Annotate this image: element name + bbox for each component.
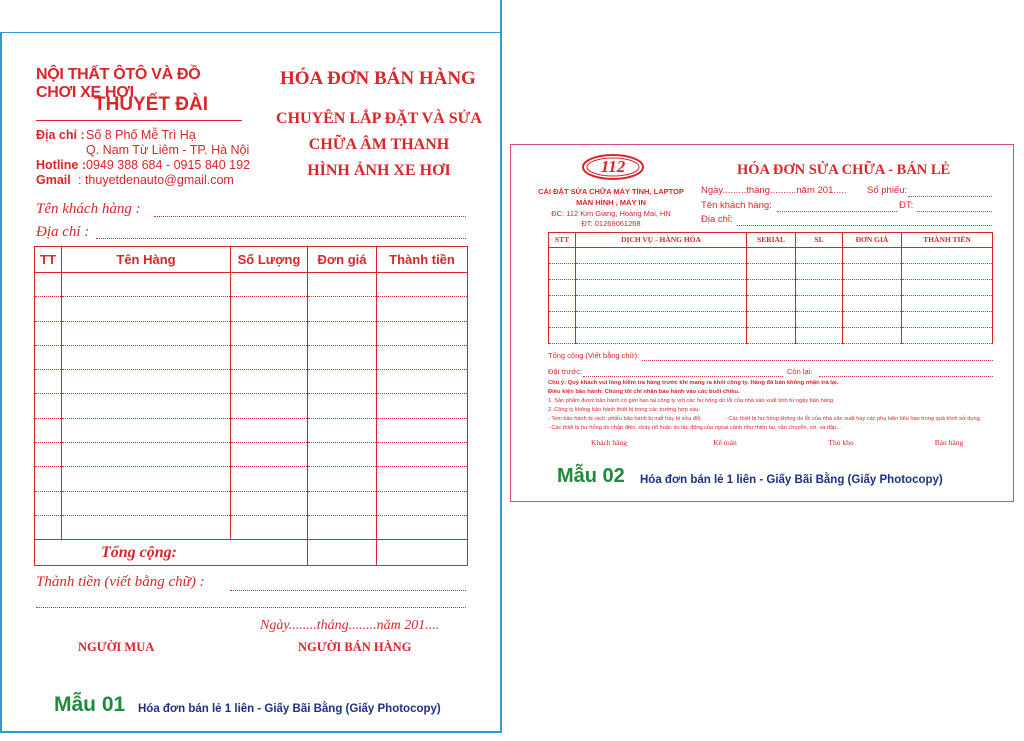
table-cell[interactable]	[796, 295, 843, 311]
col-header-service: DỊCH VỤ - HÀNG HÓA	[576, 233, 747, 248]
table-cell[interactable]	[231, 515, 308, 539]
prepaid-field[interactable]	[583, 375, 783, 377]
gmail-label: Gmail	[36, 173, 71, 187]
table-cell[interactable]	[902, 247, 993, 263]
table-cell[interactable]	[576, 279, 747, 295]
table-cell[interactable]	[62, 418, 231, 442]
seller-label: NGƯỜI BÁN HÀNG	[298, 640, 412, 654]
customer-name-label: Tên khách hàng:	[701, 200, 772, 211]
table-cell[interactable]	[576, 263, 747, 279]
table-cell[interactable]	[35, 515, 62, 539]
table-cell[interactable]	[576, 327, 747, 343]
table-row	[549, 295, 993, 311]
total-words-field[interactable]	[642, 359, 993, 361]
prepaid-label: Đặt trước:	[548, 367, 583, 376]
address-label: Địa chỉ :	[36, 128, 85, 142]
invoice-form-01	[0, 0, 502, 733]
table-cell[interactable]	[62, 491, 231, 515]
table-cell[interactable]	[747, 295, 796, 311]
table-cell[interactable]	[308, 394, 377, 418]
table-row	[35, 491, 468, 515]
table-cell[interactable]	[576, 311, 747, 327]
table-row	[35, 297, 468, 321]
col-header-item: Tên Hàng	[62, 247, 231, 273]
table-cell[interactable]	[308, 418, 377, 442]
table-row	[35, 273, 468, 297]
table-cell[interactable]	[377, 321, 468, 345]
table-row	[549, 279, 993, 295]
company-name-line1: NỘI THẤT ÔTÔ VÀ ĐỒ CHƠI XE HƠI	[36, 66, 201, 101]
items-table-body	[35, 273, 468, 540]
table-cell[interactable]	[231, 273, 308, 297]
table-cell[interactable]	[747, 263, 796, 279]
form-title: HÓA ĐƠN SỬA CHỮA - BÁN LẺ	[737, 162, 951, 178]
header-divider	[36, 120, 242, 121]
table-cell[interactable]	[35, 394, 62, 418]
table-row	[35, 321, 468, 345]
note-line2: Điều kiện bảo hành: Chúng tôi chỉ nhận bảo hành vào các buổi chiều.	[548, 389, 740, 395]
table-cell[interactable]	[308, 515, 377, 539]
table-cell[interactable]	[377, 515, 468, 539]
table-cell[interactable]	[796, 279, 843, 295]
table-cell[interactable]	[308, 273, 377, 297]
company-name-line2: MÀN HÌNH , MÁY IN	[576, 198, 646, 207]
invoice-no-label: Số phiếu:	[867, 185, 908, 196]
form-subtitle-line1: CHUYÊN LẮP ĐẶT VÀ SỬA	[276, 110, 482, 127]
table-cell[interactable]	[902, 327, 993, 343]
table-cell[interactable]	[377, 467, 468, 491]
note-line5b: - Các thiết bị hư hỏng không do lỗi của nhà sản xuất hay các phụ kiện tiêu hao trong quá trình sử dụng.	[725, 416, 982, 422]
table-cell[interactable]	[231, 443, 308, 467]
table-cell[interactable]	[35, 297, 62, 321]
table-cell[interactable]	[549, 311, 576, 327]
table-cell[interactable]	[62, 297, 231, 321]
table-cell[interactable]	[796, 311, 843, 327]
signature-warehouse: Thủ kho	[828, 438, 854, 447]
table-cell[interactable]	[796, 327, 843, 343]
table-cell[interactable]	[231, 345, 308, 369]
table-cell[interactable]	[549, 263, 576, 279]
table-cell[interactable]	[231, 467, 308, 491]
table-cell[interactable]	[377, 273, 468, 297]
table-cell[interactable]	[843, 295, 902, 311]
total-words-label: Tổng cộng (Viết bằng chữ):	[548, 351, 640, 360]
note-line5a: - Tem bảo hành bị rách, phiếu bảo hành bị mất hay bị sửa đổi;	[548, 416, 702, 422]
table-cell[interactable]	[35, 321, 62, 345]
table-cell[interactable]	[308, 443, 377, 467]
table-cell[interactable]	[843, 311, 902, 327]
table-row	[549, 263, 993, 279]
buyer-label: NGƯỜI MUA	[78, 640, 155, 654]
total-blank-cell	[308, 540, 377, 566]
signature-accountant: Kế toán	[713, 438, 737, 447]
table-row	[35, 345, 468, 369]
table-cell[interactable]	[62, 515, 231, 539]
table-row	[35, 370, 468, 394]
table-cell[interactable]	[902, 279, 993, 295]
table-row	[35, 515, 468, 539]
table-row	[35, 418, 468, 442]
services-table-body	[549, 247, 993, 343]
form-title: HÓA ĐƠN BÁN HÀNG	[280, 68, 476, 89]
company-phone: ĐT: 01269061268	[581, 219, 641, 228]
table-cell[interactable]	[62, 467, 231, 491]
table-cell[interactable]	[843, 327, 902, 343]
hotline-label: Hotline :	[36, 158, 86, 172]
table-cell[interactable]	[308, 491, 377, 515]
table-cell[interactable]	[308, 370, 377, 394]
table-cell[interactable]	[231, 370, 308, 394]
table-cell[interactable]	[35, 370, 62, 394]
col-header-amount: THÀNH TIỀN	[902, 233, 993, 248]
table-cell[interactable]	[62, 443, 231, 467]
table-cell[interactable]	[843, 247, 902, 263]
table-cell[interactable]	[35, 467, 62, 491]
table-cell[interactable]	[35, 273, 62, 297]
table-cell[interactable]	[377, 491, 468, 515]
table-cell[interactable]	[377, 418, 468, 442]
col-header-qty: SL	[796, 233, 843, 248]
table-cell[interactable]	[231, 394, 308, 418]
table-cell[interactable]	[231, 297, 308, 321]
table-cell[interactable]	[308, 297, 377, 321]
table-cell[interactable]	[35, 418, 62, 442]
table-cell[interactable]	[796, 263, 843, 279]
services-table-header	[549, 233, 993, 248]
table-row	[35, 467, 468, 491]
table-cell[interactable]	[549, 327, 576, 343]
table-cell[interactable]	[796, 247, 843, 263]
table-cell[interactable]	[231, 418, 308, 442]
table-cell[interactable]	[377, 297, 468, 321]
address-line2: Q. Nam Từ Liêm - TP. Hà Nội	[86, 143, 250, 157]
table-cell[interactable]	[308, 345, 377, 369]
hotline-value: 0949 388 684 - 0915 840 192	[86, 158, 251, 172]
table-cell[interactable]	[231, 321, 308, 345]
table-cell[interactable]	[902, 311, 993, 327]
table-cell[interactable]	[35, 345, 62, 369]
table-cell[interactable]	[308, 467, 377, 491]
customer-name-field[interactable]	[154, 215, 466, 217]
table-cell[interactable]	[902, 263, 993, 279]
col-header-price: ĐƠN GIÁ	[843, 233, 902, 248]
table-cell[interactable]	[843, 279, 902, 295]
phone-field[interactable]	[917, 210, 992, 212]
remaining-label: Còn lại:	[787, 367, 813, 376]
sample-number-01: Mẫu 01	[54, 693, 126, 716]
total-value-cell[interactable]	[377, 540, 468, 566]
note-line6: - Các thiết bị hư hỏng do chập điện, cháy nổ hoặc do tác động của ngoại cảnh như thiên tai, vận chuyển, rơi, va đập...	[548, 425, 841, 431]
invoice-form-02	[510, 144, 1014, 502]
total-label: Tổng cộng:	[101, 543, 177, 561]
page-top-divider	[2, 0, 500, 33]
signature-customer: Khách hàng	[590, 438, 628, 447]
customer-name-field[interactable]	[777, 210, 897, 212]
sample-number-02: Mẫu 02	[557, 465, 625, 487]
amount-words-field-2[interactable]	[36, 606, 466, 608]
col-header-tt: TT	[35, 247, 62, 273]
table-cell[interactable]	[35, 491, 62, 515]
phone-label: ĐT:	[899, 200, 914, 211]
services-table	[548, 232, 993, 344]
table-row	[549, 327, 993, 343]
table-cell[interactable]	[308, 321, 377, 345]
table-cell[interactable]	[747, 247, 796, 263]
table-cell[interactable]	[231, 491, 308, 515]
table-cell[interactable]	[35, 443, 62, 467]
customer-name-label: Tên khách hàng :	[36, 201, 141, 217]
sample-desc-02: Hóa đơn bán lẻ 1 liên - Giấy Bãi Bằng (Giấy Photocopy)	[640, 474, 943, 486]
col-header-qty: Số Lượng	[231, 247, 308, 273]
amount-words-field[interactable]	[230, 589, 466, 591]
note-line3: 1. Sản phẩm được bảo hành có giới hạn tại công ty với các hư hỏng do lỗi của nhà sản xuất tính từ ngày bán hàng.	[548, 398, 835, 404]
table-cell[interactable]	[377, 345, 468, 369]
table-cell[interactable]	[377, 394, 468, 418]
company-name-line2: THUYẾT ĐÀI	[94, 94, 208, 115]
table-cell[interactable]	[576, 247, 747, 263]
total-label-cell	[35, 540, 308, 566]
total-row	[35, 540, 468, 566]
table-cell[interactable]	[902, 295, 993, 311]
table-cell[interactable]	[62, 370, 231, 394]
customer-address-label: Địa chỉ :	[36, 224, 90, 240]
table-cell[interactable]	[576, 295, 747, 311]
form-subtitle-line3: HÌNH ẢNH XE HƠI	[307, 162, 451, 179]
table-cell[interactable]	[843, 263, 902, 279]
invoice-no-field[interactable]	[908, 195, 992, 197]
gmail-value: : thuyetdenauto@gmail.com	[78, 173, 234, 187]
table-row	[549, 247, 993, 263]
table-cell[interactable]	[747, 311, 796, 327]
logo-text: 112	[600, 157, 626, 176]
note-line4: 2. Công ty không bảo hành thiết bị trong các trường hợp sau:	[548, 407, 700, 413]
sample-desc-01: Hóa đơn bán lẻ 1 liên - Giấy Bãi Bằng (Giấy Photocopy)	[138, 703, 441, 715]
amount-words-label: Thành tiền (viết bằng chữ) :	[36, 574, 205, 590]
note-line1: Chú ý: Quý khách vui lòng kiểm tra hàng trước khi mang ra khỏi công ty. Hàng đã bán không nhận trả lại.	[548, 380, 839, 386]
logo-112	[581, 153, 645, 181]
address-field[interactable]	[737, 224, 992, 226]
company-name-line1: CÀI ĐẶT SỬA CHỮA MÁY TÍNH, LAPTOP	[538, 187, 684, 196]
company-address: ĐC: 112 Kim Giang, Hoàng Mai, HN	[551, 209, 671, 218]
table-cell[interactable]	[377, 443, 468, 467]
table-cell[interactable]	[549, 295, 576, 311]
table-cell[interactable]	[62, 345, 231, 369]
address-label: Địa chỉ:	[701, 214, 733, 225]
col-header-serial: SERIAL	[747, 233, 796, 248]
signature-seller: Bán hàng	[934, 438, 964, 447]
table-cell[interactable]	[747, 327, 796, 343]
table-cell[interactable]	[62, 394, 231, 418]
table-cell[interactable]	[747, 279, 796, 295]
col-header-amount: Thành tiền	[377, 247, 468, 273]
table-cell[interactable]	[377, 370, 468, 394]
table-row	[549, 311, 993, 327]
date-line: Ngày........tháng........năm 201....	[260, 618, 440, 633]
table-cell[interactable]	[62, 321, 231, 345]
customer-address-field[interactable]	[96, 237, 466, 239]
col-header-price: Đơn giá	[308, 247, 377, 273]
col-header-stt: STT	[549, 233, 576, 248]
remaining-field[interactable]	[819, 375, 993, 377]
date-line: Ngày.........tháng..........năm 201.....	[701, 185, 847, 196]
items-table	[34, 246, 468, 566]
table-row	[35, 394, 468, 418]
form-subtitle-line2: CHỮA ÂM THANH	[308, 136, 450, 153]
address-line1: Số 8 Phố Mễ Trì Hạ	[86, 128, 196, 142]
items-table-header	[35, 247, 468, 273]
table-cell[interactable]	[549, 279, 576, 295]
table-cell[interactable]	[62, 273, 231, 297]
table-row	[35, 443, 468, 467]
table-cell[interactable]	[549, 247, 576, 263]
